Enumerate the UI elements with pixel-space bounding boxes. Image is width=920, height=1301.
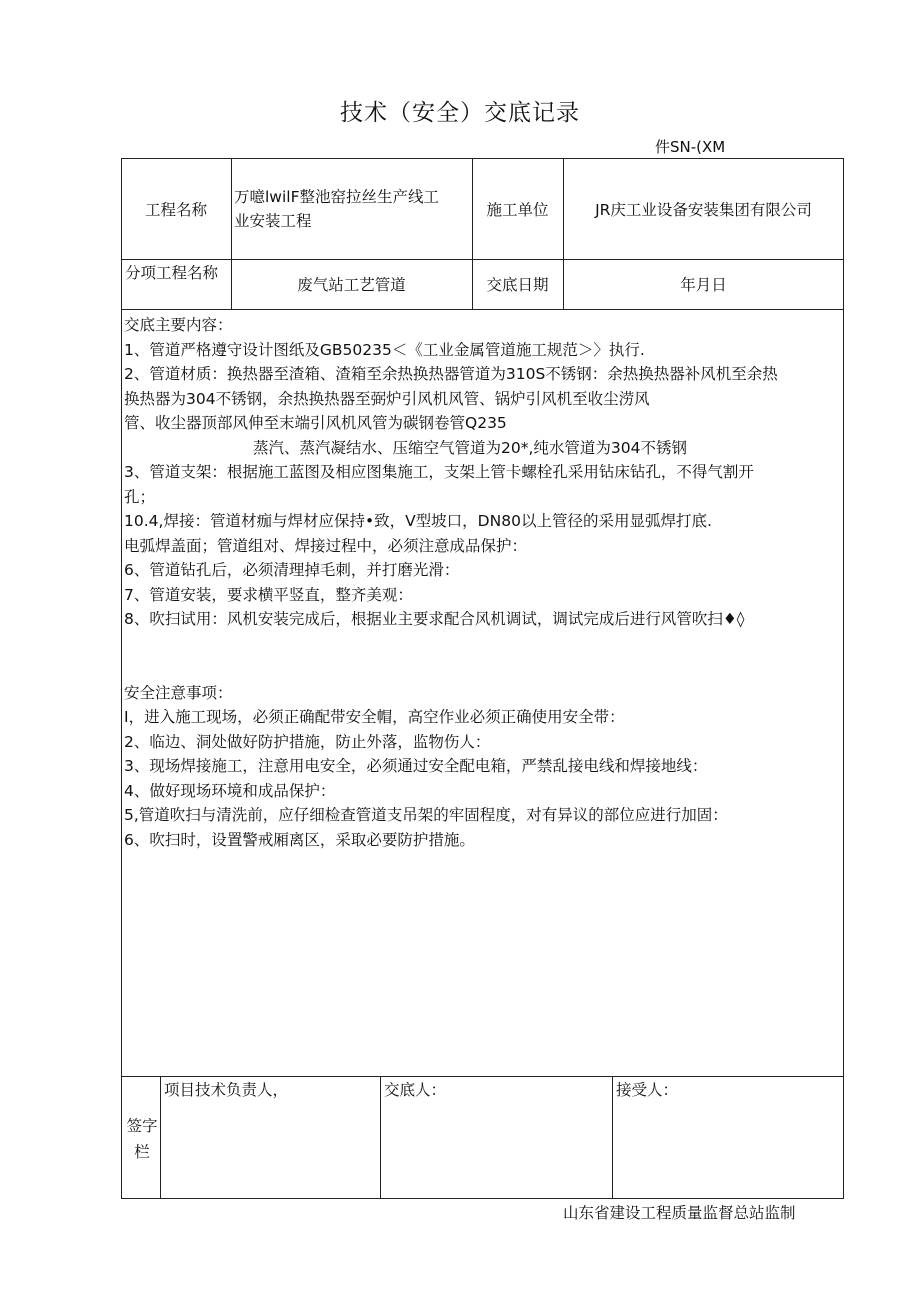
sub-project-label: 分项工程名称 — [125, 264, 219, 282]
contractor-label: 施工单位 — [486, 200, 549, 219]
main-content-heading: 交底主要内容： — [124, 316, 233, 334]
signature-label-line: 栏 — [134, 1143, 150, 1161]
main-content-line: 管、收尘器顶部风伸至末端引风机风管为碳钢卷管Q235 — [124, 414, 507, 432]
contractor-value: JR庆工业设备安装集团有限公司 — [595, 200, 812, 219]
spacer — [124, 632, 839, 681]
row-divider — [121, 309, 844, 310]
column-divider — [612, 1076, 613, 1199]
project-name-line: 业安装工程 — [234, 211, 312, 230]
signature-label-line: 签字 — [126, 1117, 158, 1135]
page-title: 技术（安全）交底记录 — [340, 100, 580, 126]
main-content-line: 8、吹扫试用：风机安装完成后，根据业主要求配合风机调试，调试完成后进行风管吹扫♦◊ — [124, 610, 745, 628]
safety-line: I，进入施工现场，必须正确配带安全帽，高空作业必须正确使用安全带： — [124, 708, 625, 726]
signature-label — [124, 1113, 160, 1165]
main-content-line: 1、管道严格遵守设计图纸及GB50235＜《工业金属管道施工规范＞〉执行. — [124, 340, 645, 359]
safety-heading: 安全注意事项： — [124, 683, 233, 702]
safety-line: 5,管道吹扫与清洗前，应仔细检查管道支吊架的牢固程度，对有异议的部位应进行加固： — [124, 806, 728, 824]
main-content-line: 换热器为304不锈钢，余热换热器至弼炉引风机风管、锅炉引风机至收尘涝风 — [124, 389, 650, 408]
project-name-line: 万噫lwilF整池窑拉丝生产线工 — [234, 187, 440, 206]
receiver-signature[interactable]: 接受人： — [616, 1081, 679, 1099]
project-name-label: 工程名称 — [144, 200, 207, 219]
footer-note: 山东省建设工程质量监督总站监制 — [563, 1204, 796, 1222]
safety-line: 2、临边、洞处做好防护措施，防止外落，监物伤人： — [124, 732, 491, 751]
column-divider — [160, 1076, 161, 1199]
handover-signature[interactable]: 交底人： — [384, 1081, 447, 1099]
main-content-line: 2、管道材质：换热器至渣箱、渣箱至余热换热器管道为310S不锈钢：余热换热器补风机至余热 — [124, 365, 778, 383]
tech-lead-signature[interactable]: 项目技术负责人， — [164, 1081, 289, 1099]
main-content-line: 10.4,焊接：管道材痂与焊材应保持•致，V型坡口，DN80以上管径的采用显弧焊打底. — [124, 512, 712, 530]
safety-line: 3、现场焊接施工，注意用电安全，必须通过安全配电箱，严禁乱接电线和焊接地线： — [124, 757, 708, 775]
main-content-line: 电弧焊盖面；管道组对、焊接过程中，必须注意成品保护： — [124, 536, 528, 555]
main-content-line: 3、管道支架：根据施工蓝图及相应图集施工，支架上管卡螺栓孔采用钻床钻孔，不得气割开 — [124, 463, 754, 481]
main-content-line: 6、管道钻孔后，必须清理掉毛刺，并打磨光滑： — [124, 561, 460, 579]
handover-content — [124, 313, 839, 852]
main-content-line: 蒸汽、蒸汽凝结水、压缩空气管道为20*,纯水管道为304不锈钢 — [253, 438, 687, 457]
main-content-line: 孔； — [124, 487, 156, 506]
sub-project-value: 废气站工艺管道 — [297, 276, 406, 294]
date-label: 交底日期 — [486, 276, 549, 294]
column-divider — [380, 1076, 381, 1199]
safety-line: 6、吹扫时，设置警戒厢离区，采取必要防护措施。 — [124, 830, 475, 849]
project-name-value — [234, 158, 470, 259]
main-content-line: 7、管道安装，要求横平竖直，整齐美观： — [124, 585, 413, 604]
date-value: 年月日 — [680, 276, 727, 294]
safety-line: 4、做好现场环境和成品保护： — [124, 781, 336, 800]
document-number: 件SN-(XM — [655, 138, 726, 156]
